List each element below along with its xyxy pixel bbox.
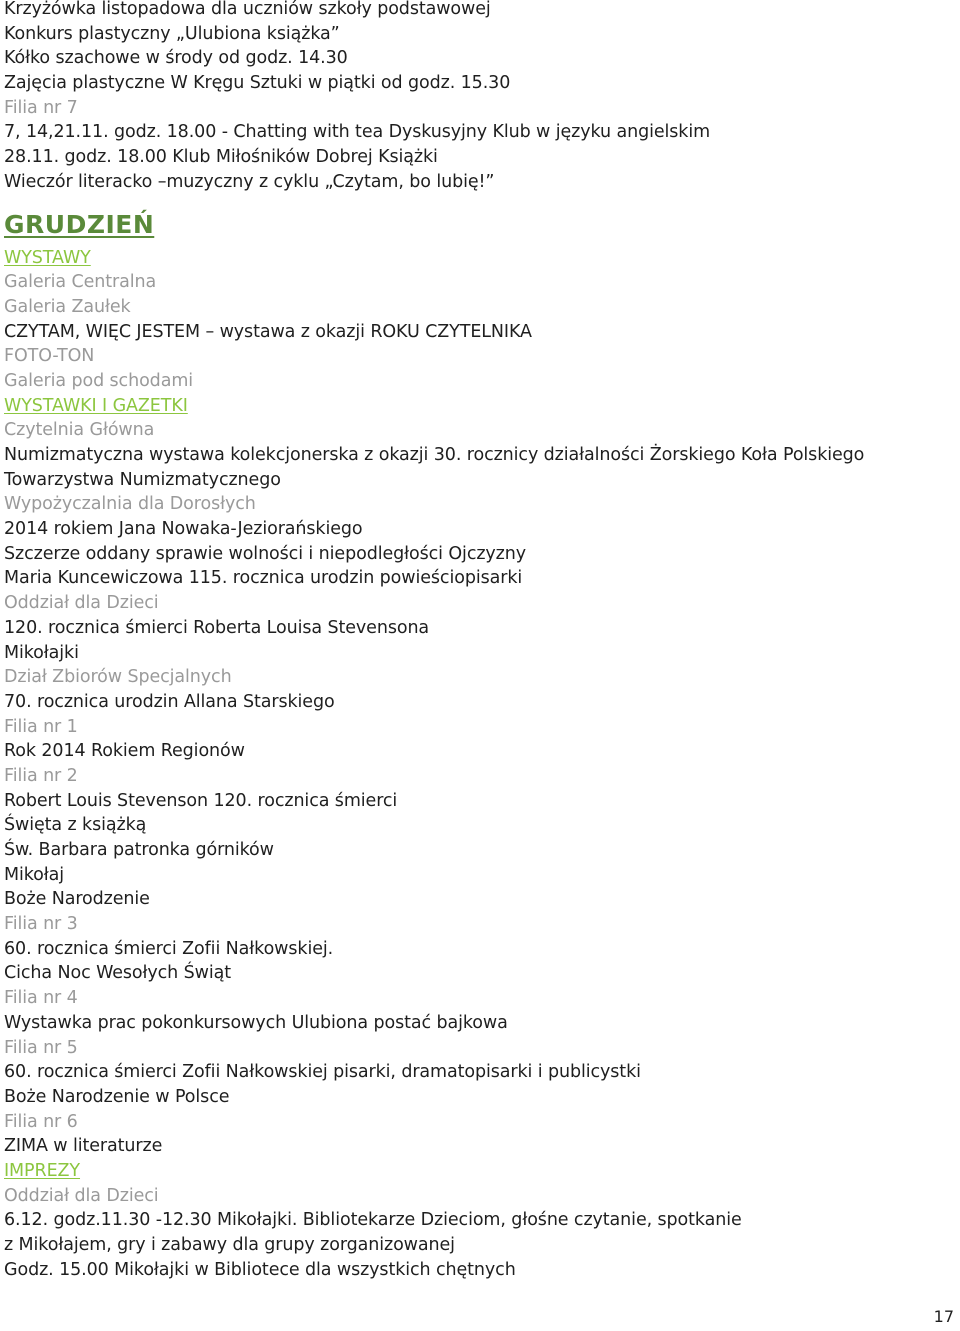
event-line: 70. rocznica urodzin Allana Starskiego bbox=[4, 691, 335, 712]
event-line: Maria Kuncewiczowa 115. rocznica urodzin powieściopisarki bbox=[4, 568, 523, 589]
location-label: Dział Zbiorów Specjalnych bbox=[4, 667, 232, 688]
event-line: 60. rocznica śmierci Zofii Nałkowskiej pisarki, dramatopisarki i publicystki bbox=[4, 1062, 641, 1083]
event-line: z Mikołajem, gry i zabawy dla grupy zorganizowanej bbox=[4, 1235, 455, 1255]
november-continuation bbox=[4, 0, 956, 195]
section-link-heading[interactable]: IMPREZY bbox=[4, 1160, 81, 1181]
location-label: Czytelnia Główna bbox=[4, 420, 155, 441]
month-heading: GRUDZIEŃ bbox=[4, 209, 155, 239]
event-line: Wieczór literacko –muzyczny z cyklu „Czytam, bo lubię!” bbox=[4, 171, 495, 192]
location-label: Oddział dla Dzieci bbox=[4, 593, 159, 614]
event-line: Cicha Noc Wesołych Świąt bbox=[4, 963, 232, 984]
event-line: Numizmatyczna wystawa kolekcjonerska z okazji 30. rocznicy działalności Żorskiego Koła Polskiego bbox=[4, 445, 865, 465]
event-line: Św. Barbara patronka górników bbox=[4, 840, 274, 860]
event-line: Godz. 15.00 Mikołajki w Bibliotece dla wszystkich chętnych bbox=[4, 1259, 516, 1280]
event-line: Zajęcia plastyczne W Kręgu Sztuki w piątki od godz. 15.30 bbox=[4, 73, 511, 94]
event-line: Święta z książką bbox=[4, 815, 147, 836]
location-label: Wypożyczalnia dla Dorosłych bbox=[4, 494, 256, 515]
event-line: Mikołaj bbox=[4, 864, 65, 885]
location-label: Galeria Zaułek bbox=[4, 296, 131, 317]
location-label: Filia nr 5 bbox=[4, 1037, 78, 1058]
event-line: 2014 rokiem Jana Nowaka-Jeziorańskiego bbox=[4, 519, 363, 540]
location-label: FOTO-TON bbox=[4, 346, 95, 367]
event-line: 60. rocznica śmierci Zofii Nałkowskiej. bbox=[4, 938, 334, 959]
page-number: 17 bbox=[933, 1307, 954, 1326]
event-line: Szczerze oddany sprawie wolności i niepodległości Ojczyzny bbox=[4, 543, 527, 564]
document-page bbox=[4, 0, 956, 1282]
location-label: Filia nr 7 bbox=[4, 97, 78, 118]
event-line: 6.12. godz.11.30 -12.30 Mikołajki. Bibliotekarze Dzieciom, głośne czytanie, spotkanie bbox=[4, 1210, 742, 1231]
event-line: ZIMA w literaturze bbox=[4, 1136, 163, 1157]
event-line: Konkurs plastyczny „Ulubiona książka” bbox=[4, 23, 340, 44]
event-line: Mikołajki bbox=[4, 642, 79, 663]
location-label: Filia nr 6 bbox=[4, 1111, 78, 1132]
december-listing bbox=[4, 246, 956, 1283]
section-link-heading[interactable]: WYSTAWKI I GAZETKI bbox=[4, 395, 188, 416]
event-line: 7, 14,21.11. godz. 18.00 - Chatting with tea Dyskusyjny Klub w języku angielskim bbox=[4, 122, 711, 143]
event-line: 28.11. godz. 18.00 Klub Miłośników Dobrej Książki bbox=[4, 147, 438, 168]
event-line: Krzyżówka listopadowa dla uczniów szkoły podstawowej bbox=[4, 0, 491, 19]
event-line: Robert Louis Stevenson 120. rocznica śmierci bbox=[4, 790, 398, 811]
location-label: Filia nr 2 bbox=[4, 765, 78, 786]
location-label: Oddział dla Dzieci bbox=[4, 1185, 159, 1206]
event-line: Kółko szachowe w środy od godz. 14.30 bbox=[4, 48, 348, 69]
location-label: Filia nr 3 bbox=[4, 914, 78, 935]
event-line: Towarzystwa Numizmatycznego bbox=[4, 469, 281, 490]
location-label: Galeria pod schodami bbox=[4, 370, 194, 391]
event-line: Rok 2014 Rokiem Regionów bbox=[4, 741, 245, 762]
location-label: Filia nr 4 bbox=[4, 988, 78, 1009]
event-line: Wystawka prac pokonkursowych Ulubiona postać bajkowa bbox=[4, 1012, 508, 1033]
section-link-heading[interactable]: WYSTAWY bbox=[4, 247, 91, 268]
event-line: 120. rocznica śmierci Roberta Louisa Stevensona bbox=[4, 617, 430, 638]
location-label: Filia nr 1 bbox=[4, 716, 78, 737]
event-line: Boże Narodzenie w Polsce bbox=[4, 1086, 230, 1107]
event-line: CZYTAM, WIĘC JESTEM – wystawa z okazji ROKU CZYTELNIKA bbox=[4, 321, 532, 342]
event-line: Boże Narodzenie bbox=[4, 889, 150, 910]
location-label: Galeria Centralna bbox=[4, 272, 157, 293]
